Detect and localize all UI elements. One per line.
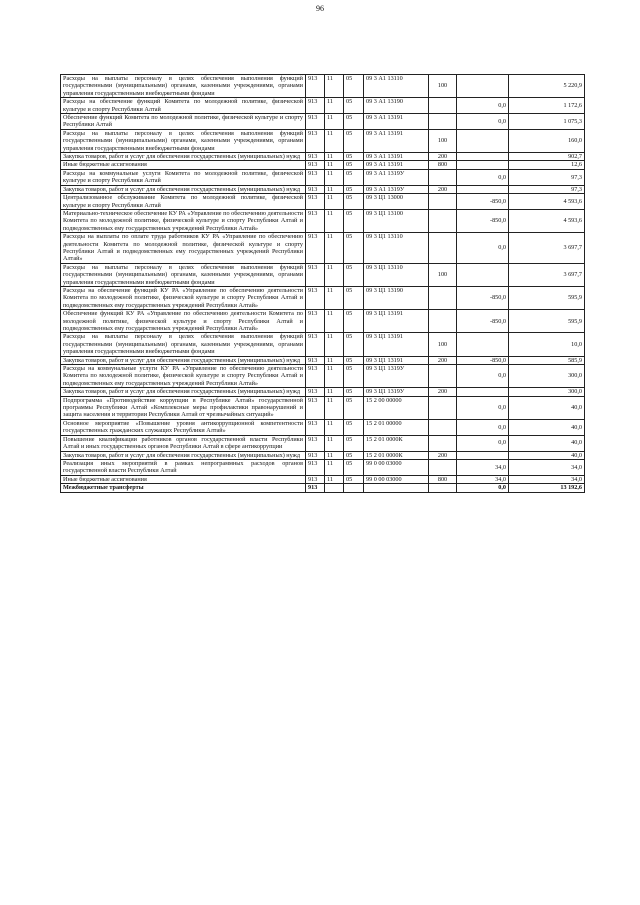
page-number: 96 xyxy=(316,4,324,13)
row-total-amount: 595,9 xyxy=(509,310,585,333)
row-grbs: 913 xyxy=(306,365,325,388)
row-target-article: 09 3 Ц1 1319У xyxy=(364,388,429,396)
row-expense-type xyxy=(429,114,457,130)
row-section: 11 xyxy=(325,263,344,286)
row-change-amount: -850,0 xyxy=(457,310,509,333)
table-row xyxy=(61,233,585,264)
row-subsection: 05 xyxy=(344,451,364,459)
row-subsection: 05 xyxy=(344,475,364,483)
table-row xyxy=(61,161,585,169)
row-expense-type xyxy=(429,286,457,309)
row-section: 11 xyxy=(325,451,344,459)
table-row xyxy=(61,194,585,210)
row-subsection: 05 xyxy=(344,263,364,286)
row-change-amount xyxy=(457,333,509,356)
table-row xyxy=(61,435,585,451)
row-target-article: 09 3 Ц1 13191 xyxy=(364,356,429,364)
row-expense-type: 200 xyxy=(429,388,457,396)
row-change-amount: -850,0 xyxy=(457,209,509,232)
row-total-amount: 40,0 xyxy=(509,451,585,459)
table-row xyxy=(61,153,585,161)
row-target-article: 09 3 А1 13191 xyxy=(364,153,429,161)
row-change-amount: -850,0 xyxy=(457,194,509,210)
row-subsection: 05 xyxy=(344,396,364,419)
row-section: 11 xyxy=(325,185,344,193)
row-total-amount: 10,0 xyxy=(509,333,585,356)
row-target-article: 09 3 А1 1319У xyxy=(364,185,429,193)
row-name: Расходы на обеспечение функций Комитета по молодежной политике, физической культуре и спорту Республики Алтай xyxy=(61,98,306,114)
row-grbs: 913 xyxy=(306,356,325,364)
row-subsection: 05 xyxy=(344,98,364,114)
row-total-amount: 34,0 xyxy=(509,475,585,483)
row-total-amount: 595,9 xyxy=(509,286,585,309)
row-target-article: 09 3 А1 13110 xyxy=(364,75,429,98)
row-expense-type: 100 xyxy=(429,75,457,98)
row-name: Централизованное обслуживание Комитета по молодежной политике, физической культуре и спорту Республики Алтай xyxy=(61,194,306,210)
row-change-amount: 0,0 xyxy=(457,396,509,419)
row-expense-type xyxy=(429,209,457,232)
row-section: 11 xyxy=(325,365,344,388)
row-target-article: 99 0 00 03000 xyxy=(364,475,429,483)
row-grbs: 913 xyxy=(306,388,325,396)
row-subsection: 05 xyxy=(344,388,364,396)
row-total-amount: 160,0 xyxy=(509,129,585,152)
row-target-article: 09 3 Ц1 13000 xyxy=(364,194,429,210)
row-expense-type: 100 xyxy=(429,263,457,286)
row-change-amount xyxy=(457,161,509,169)
row-expense-type: 200 xyxy=(429,153,457,161)
row-grbs: 913 xyxy=(306,396,325,419)
row-subsection: 05 xyxy=(344,114,364,130)
row-section: 11 xyxy=(325,98,344,114)
row-target-article: 99 0 00 03000 xyxy=(364,459,429,475)
row-target-article: 09 3 Ц1 13100 xyxy=(364,209,429,232)
row-total-amount: 4 593,6 xyxy=(509,194,585,210)
row-total-amount: 3 697,7 xyxy=(509,263,585,286)
table-row xyxy=(61,475,585,483)
row-expense-type xyxy=(429,435,457,451)
table-row xyxy=(61,263,585,286)
row-name: Подпрограмма «Противодействие коррупции в Республике Алтай» государственной программы Республики Алтай «Комплексные меры профилактики правонарушений и защита населения и территории Республики Алтай от чрезвычайных ситуаций» xyxy=(61,396,306,419)
row-change-amount: 0,0 xyxy=(457,484,509,492)
row-total-amount: 13 192,6 xyxy=(509,484,585,492)
row-name: Закупка товаров, работ и услуг для обеспечения государственных (муниципальных) нужд xyxy=(61,356,306,364)
row-target-article: 09 3 Ц1 13190 xyxy=(364,286,429,309)
row-grbs: 913 xyxy=(306,129,325,152)
row-target-article: 15 2 01 0000К xyxy=(364,451,429,459)
row-section: 11 xyxy=(325,233,344,264)
row-expense-type: 100 xyxy=(429,333,457,356)
row-target-article: 09 3 Ц1 13110 xyxy=(364,263,429,286)
row-subsection: 05 xyxy=(344,194,364,210)
row-name: Закупка товаров, работ и услуг для обеспечения государственных (муниципальных) нужд xyxy=(61,153,306,161)
row-grbs: 913 xyxy=(306,451,325,459)
row-total-amount: 300,0 xyxy=(509,365,585,388)
row-target-article: 09 3 А1 13191 xyxy=(364,161,429,169)
table-row xyxy=(61,129,585,152)
row-subsection: 05 xyxy=(344,161,364,169)
row-expense-type: 200 xyxy=(429,356,457,364)
row-grbs: 913 xyxy=(306,209,325,232)
row-section: 11 xyxy=(325,459,344,475)
row-name: Обеспечение функций Комитета по молодежной политике, физической культуре и спорту Республики Алтай xyxy=(61,114,306,130)
row-change-amount xyxy=(457,263,509,286)
row-target-article: 15 2 00 00000 xyxy=(364,396,429,419)
row-change-amount xyxy=(457,388,509,396)
row-subsection: 05 xyxy=(344,233,364,264)
row-section: 11 xyxy=(325,153,344,161)
row-name: Расходы на обеспечение функций КУ РА «Управление по обеспечению деятельности Комитета по молодежной политике, физической культуре и спорту Республики Алтай и подведомственных ему государственных учреждений Республики Алтай» xyxy=(61,286,306,309)
row-name: Иные бюджетные ассигнования xyxy=(61,161,306,169)
row-grbs: 913 xyxy=(306,194,325,210)
row-total-amount: 3 697,7 xyxy=(509,233,585,264)
row-section: 11 xyxy=(325,310,344,333)
row-grbs: 913 xyxy=(306,435,325,451)
table-row xyxy=(61,75,585,98)
row-grbs: 913 xyxy=(306,161,325,169)
row-subsection: 05 xyxy=(344,310,364,333)
row-target-article: 15 2 01 00000 xyxy=(364,419,429,435)
row-name: Закупка товаров, работ и услуг для обеспечения государственных (муниципальных) нужд xyxy=(61,185,306,193)
row-total-amount: 1 172,6 xyxy=(509,98,585,114)
row-name: Материально-техническое обеспечение КУ РА «Управление по обеспечению деятельности Комитета по молодежной политике, физической культуре и спорту Республики Алтай и подведомственных ему государственных учреждений Республики Алтай» xyxy=(61,209,306,232)
row-name: Межбюджетные трансферты xyxy=(61,484,306,492)
row-change-amount: 0,0 xyxy=(457,365,509,388)
row-name: Расходы на выплаты по оплате труда работников КУ РА «Управление по обеспечению деятельности Комитета по молодежной политике, физической культуре и спорту Республики Алтай и подведомственных ему государственных учреждений Республики Алтай» xyxy=(61,233,306,264)
row-subsection: 05 xyxy=(344,185,364,193)
row-section: 11 xyxy=(325,396,344,419)
row-grbs: 913 xyxy=(306,333,325,356)
row-total-amount: 97,3 xyxy=(509,169,585,185)
row-change-amount: -850,0 xyxy=(457,356,509,364)
row-target-article: 09 3 А1 13190 xyxy=(364,98,429,114)
row-section: 11 xyxy=(325,356,344,364)
row-change-amount xyxy=(457,185,509,193)
row-section: 11 xyxy=(325,169,344,185)
row-expense-type xyxy=(429,459,457,475)
row-target-article: 09 3 А1 13191 xyxy=(364,114,429,130)
row-total-amount: 12,6 xyxy=(509,161,585,169)
row-section: 11 xyxy=(325,114,344,130)
row-grbs: 913 xyxy=(306,286,325,309)
row-change-amount xyxy=(457,451,509,459)
row-grbs: 913 xyxy=(306,233,325,264)
row-total-amount: 300,0 xyxy=(509,388,585,396)
row-subsection: 05 xyxy=(344,129,364,152)
row-subsection: 05 xyxy=(344,209,364,232)
row-change-amount xyxy=(457,153,509,161)
row-target-article: 09 3 А1 1319У xyxy=(364,169,429,185)
row-section: 11 xyxy=(325,475,344,483)
row-expense-type xyxy=(429,419,457,435)
row-total-amount: 40,0 xyxy=(509,396,585,419)
row-subsection: 05 xyxy=(344,435,364,451)
row-name: Закупка товаров, работ и услуг для обеспечения государственных (муниципальных) нужд xyxy=(61,451,306,459)
row-section: 11 xyxy=(325,194,344,210)
row-section: 11 xyxy=(325,75,344,98)
table-row xyxy=(61,185,585,193)
row-change-amount: -850,0 xyxy=(457,286,509,309)
row-expense-type xyxy=(429,169,457,185)
table-row xyxy=(61,365,585,388)
row-name: Повышение квалификации работников органов государственной власти Республики Алтай и иных государственных органов Республики Алтай в сфере антикоррупции xyxy=(61,435,306,451)
row-name: Расходы на выплаты персоналу в целях обеспечения выполнения функций государственными (муниципальными) органами, казенными учреждениями, органами управления государственными внебюджетными фондами xyxy=(61,263,306,286)
row-grbs: 913 xyxy=(306,114,325,130)
row-name: Расходы на выплаты персоналу в целях обеспечения выполнения функций государственными (муниципальными) органами, казенными учреждениями, органами управления государственными внебюджетными фондами xyxy=(61,129,306,152)
row-name: Реализация иных мероприятий в рамках непрограммных расходов органов государственной власти Республики Алтай xyxy=(61,459,306,475)
row-expense-type xyxy=(429,484,457,492)
row-grbs: 913 xyxy=(306,75,325,98)
row-grbs: 913 xyxy=(306,475,325,483)
row-name: Расходы на выплаты персоналу в целях обеспечения выполнения функций государственными (муниципальными) органами, казенными учреждениями, органами управления государственными внебюджетными фондами xyxy=(61,75,306,98)
row-expense-type xyxy=(429,194,457,210)
table-row xyxy=(61,98,585,114)
table-row xyxy=(61,333,585,356)
row-name: Расходы на коммунальные услуги КУ РА «Управление по обеспечению деятельности Комитета по молодежной политике, физической культуре и спорту Республики Алтай и подведомственных ему государственных учреждений Республики Алтай» xyxy=(61,365,306,388)
row-grbs: 913 xyxy=(306,98,325,114)
row-name: Основное мероприятие «Повышение уровня антикоррупционной компетентности государственных гражданских служащих Республики Алтай» xyxy=(61,419,306,435)
row-grbs: 913 xyxy=(306,263,325,286)
row-grbs: 913 xyxy=(306,419,325,435)
row-total-amount: 5 220,9 xyxy=(509,75,585,98)
row-section: 11 xyxy=(325,161,344,169)
row-section: 11 xyxy=(325,435,344,451)
row-change-amount: 0,0 xyxy=(457,435,509,451)
row-expense-type: 800 xyxy=(429,475,457,483)
table-row xyxy=(61,356,585,364)
row-subsection: 05 xyxy=(344,169,364,185)
row-section xyxy=(325,484,344,492)
row-change-amount: 0,0 xyxy=(457,233,509,264)
table-row xyxy=(61,419,585,435)
row-target-article: 09 3 Ц1 1319У xyxy=(364,365,429,388)
row-name: Закупка товаров, работ и услуг для обеспечения государственных (муниципальных) нужд xyxy=(61,388,306,396)
row-section: 11 xyxy=(325,129,344,152)
row-expense-type: 100 xyxy=(429,129,457,152)
row-total-amount: 40,0 xyxy=(509,419,585,435)
row-section: 11 xyxy=(325,286,344,309)
row-subsection: 05 xyxy=(344,286,364,309)
row-change-amount: 34,0 xyxy=(457,475,509,483)
row-total-amount: 4 593,6 xyxy=(509,209,585,232)
table-row xyxy=(61,484,585,492)
row-subsection: 05 xyxy=(344,356,364,364)
row-expense-type xyxy=(429,365,457,388)
table-row xyxy=(61,388,585,396)
row-total-amount: 40,0 xyxy=(509,435,585,451)
table-row xyxy=(61,114,585,130)
row-subsection: 05 xyxy=(344,333,364,356)
row-expense-type xyxy=(429,396,457,419)
row-name: Расходы на выплаты персоналу в целях обеспечения выполнения функций государственными (муниципальными) органами, казенными учреждениями, органами управления государственными внебюджетными фондами xyxy=(61,333,306,356)
row-change-amount: 34,0 xyxy=(457,459,509,475)
row-name: Расходы на коммунальные услуги Комитета по молодежной политике, физической культуре и спорту Республики Алтай xyxy=(61,169,306,185)
row-name: Обеспечение функций КУ РА «Управление по обеспечению деятельности Комитета по молодежной политике, физической культуре и спорту Республики Алтай и подведомственных ему государственных учреждений Республики Алтай» xyxy=(61,310,306,333)
table-row xyxy=(61,209,585,232)
row-change-amount xyxy=(457,129,509,152)
row-total-amount: 1 075,3 xyxy=(509,114,585,130)
table-row xyxy=(61,459,585,475)
row-grbs: 913 xyxy=(306,169,325,185)
row-total-amount: 902,7 xyxy=(509,153,585,161)
row-target-article: 15 2 01 0000К xyxy=(364,435,429,451)
row-target-article: 09 3 Ц1 13110 xyxy=(364,233,429,264)
row-expense-type xyxy=(429,233,457,264)
row-target-article: 09 3 Ц1 13191 xyxy=(364,310,429,333)
row-subsection: 05 xyxy=(344,153,364,161)
row-expense-type xyxy=(429,310,457,333)
row-grbs: 913 xyxy=(306,459,325,475)
table-row xyxy=(61,169,585,185)
row-change-amount: 0,0 xyxy=(457,419,509,435)
row-section: 11 xyxy=(325,388,344,396)
row-grbs: 913 xyxy=(306,484,325,492)
row-change-amount: 0,0 xyxy=(457,114,509,130)
row-total-amount: 585,9 xyxy=(509,356,585,364)
row-section: 11 xyxy=(325,209,344,232)
row-subsection xyxy=(344,484,364,492)
row-subsection: 05 xyxy=(344,365,364,388)
row-grbs: 913 xyxy=(306,185,325,193)
budget-table xyxy=(60,74,585,493)
row-expense-type: 200 xyxy=(429,185,457,193)
row-change-amount xyxy=(457,75,509,98)
row-expense-type xyxy=(429,98,457,114)
row-grbs: 913 xyxy=(306,153,325,161)
row-target-article xyxy=(364,484,429,492)
row-expense-type: 200 xyxy=(429,451,457,459)
row-subsection: 05 xyxy=(344,419,364,435)
row-section: 11 xyxy=(325,333,344,356)
row-subsection: 05 xyxy=(344,459,364,475)
row-name: Иные бюджетные ассигнования xyxy=(61,475,306,483)
row-target-article: 09 3 Ц1 13191 xyxy=(364,333,429,356)
row-total-amount: 34,0 xyxy=(509,459,585,475)
row-section: 11 xyxy=(325,419,344,435)
row-change-amount: 0,0 xyxy=(457,169,509,185)
row-expense-type: 800 xyxy=(429,161,457,169)
row-change-amount: 0,0 xyxy=(457,98,509,114)
table-row xyxy=(61,396,585,419)
table-row xyxy=(61,451,585,459)
row-target-article: 09 3 А1 13191 xyxy=(364,129,429,152)
row-total-amount: 97,3 xyxy=(509,185,585,193)
table-row xyxy=(61,310,585,333)
table-row xyxy=(61,286,585,309)
row-grbs: 913 xyxy=(306,310,325,333)
row-subsection: 05 xyxy=(344,75,364,98)
